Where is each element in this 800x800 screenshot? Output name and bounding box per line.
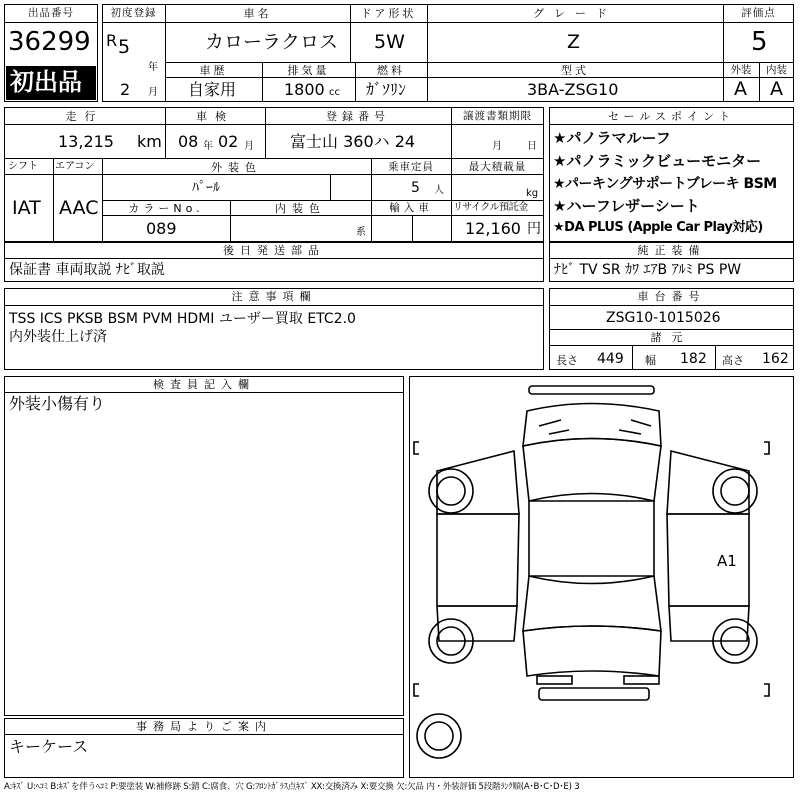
first-registration-label: 初度登録 (110, 7, 157, 19)
ext-color-value: ﾊﾟｰﾙ (192, 180, 220, 196)
interior-grade-label: 内装 (766, 64, 787, 76)
reg-number-label: 登録番号 (326, 110, 390, 123)
year-unit: 年 (148, 62, 158, 73)
color-no-value: 089 (146, 219, 177, 238)
score-value: 5 (751, 27, 768, 57)
height-value: 162 (762, 351, 789, 367)
first-registration-month: 2 (120, 80, 131, 99)
deadline-month-unit: 月 (492, 141, 502, 152)
aircon-label: エアコン (55, 161, 95, 172)
sales-point-item: ★パーキングサポートブレーキ BSM (553, 176, 777, 192)
interior-grade-value: A (770, 78, 783, 100)
notes-line-1: TSS ICS PKSB BSM PVM HDMI ユーザー買取 ETC2.0 (9, 311, 356, 327)
equipment-label: 純正装備 (637, 244, 706, 257)
length-label: 長さ (556, 354, 578, 367)
recycle-label: リサイクル預託金 (453, 202, 528, 213)
int-color-label: 内装色 (275, 202, 326, 215)
lot-number-label: 出品番号 (28, 7, 74, 19)
exterior-grade-label: 外装 (730, 64, 752, 76)
sales-point-item: ★ハーフレザーシート (553, 197, 700, 215)
sales-point-item: ★パノラミックビューモニター (553, 152, 762, 170)
equipment-value: ﾅﾋﾞ TV SR ｶﾜ ｴｱB ｱﾙﾐ PS PW (554, 262, 742, 278)
first-registration-era: R (106, 31, 118, 50)
inspection-year: 08 (178, 132, 199, 151)
grade-label: グレード (533, 7, 617, 20)
displacement-label: 排気量 (287, 64, 330, 77)
exterior-grade-value: A (734, 78, 747, 100)
transfer-deadline-label: 譲渡書類期限 (463, 110, 532, 122)
model-code-label: 型式 (561, 64, 589, 77)
recycle-unit: 円 (527, 221, 541, 237)
inspection-year-unit: 年 (203, 141, 213, 152)
sales-point-item: ★パノラマルーフ (553, 129, 671, 147)
capacity-label: 乗車定員 (388, 161, 434, 173)
notes-line-2: 内外装仕上げ済 (9, 329, 107, 345)
inspector-label: 検査員記入欄 (153, 378, 255, 391)
history-value: 自家用 (188, 80, 237, 99)
dimensions-label: 諸元 (650, 331, 693, 344)
grade-value: Z (567, 31, 581, 53)
office-note: キーケース (9, 737, 89, 756)
aircon-value: AAC (59, 197, 99, 219)
first-listing-badge: 初出品 (6, 66, 96, 100)
sales-points-label: セールスポイント (607, 110, 735, 123)
door-label: ドア形状 (360, 7, 417, 20)
door-type: 5W (374, 31, 405, 53)
model-code-value: 3BA-ZSG10 (527, 80, 619, 99)
damage-legend: A:ｷｽﾞ U:ﾍｺﾐ B:ｷｽﾞを伴うﾍｺﾐ P:要塗装 W:補修跡 S:錆 C:腐食、穴 G:ﾌﾛﾝﾄｶﾞﾗｽ点ｷｽﾞ XX:交換済み X:要交換 欠:欠品 内・外装評価 5段階ﾗﾝｸ順(A･B･C･D･E) 3 (4, 782, 580, 792)
inspector-block (4, 376, 404, 716)
int-color-unit: 系 (356, 227, 366, 238)
inspection-month-unit: 月 (244, 141, 254, 152)
color-no-label: カラーNo. (128, 202, 204, 215)
lot-number: 36299 (8, 27, 91, 57)
import-label: 輸入車 (389, 202, 433, 214)
fuel-value: ｶﾞｿﾘﾝ (366, 80, 407, 99)
damage-mark: A1 (717, 552, 737, 570)
car-name: カローラクロス (205, 31, 339, 53)
inspector-comment: 外装小傷有り (9, 394, 106, 413)
recycle-value: 12,160 (465, 219, 521, 238)
inspection-label: 車検 (196, 110, 234, 123)
displacement-value: 1800 (284, 80, 325, 99)
capacity-value: 5 (411, 180, 420, 196)
displacement-unit: cc (329, 87, 340, 98)
ext-color-label: 外装色 (211, 161, 262, 174)
history-label: 車歴 (199, 64, 228, 77)
chassis-number: ZSG10-1015026 (606, 310, 721, 326)
sales-point-item: ★DA PLUS (Apple Car Play対応) (553, 220, 763, 235)
office-label: 事務局よりご案内 (136, 720, 272, 733)
max-load-label: 最大積載量 (468, 161, 527, 173)
shift-label: シフト (8, 161, 38, 172)
deadline-day-unit: 日 (527, 141, 537, 152)
width-label: 幅 (645, 354, 656, 367)
mileage-value: 13,215 (58, 132, 114, 151)
shift-value: IAT (12, 197, 41, 219)
later-parts-label: 後日発送部品 (223, 244, 325, 257)
capacity-unit: 人 (434, 185, 444, 196)
mileage-unit: km (137, 132, 162, 151)
chassis-label: 車台番号 (637, 290, 706, 303)
later-parts-value: 保証書 車両取説 ﾅﾋﾞ取説 (9, 262, 165, 278)
mileage-label: 走行 (65, 110, 104, 123)
length-value: 449 (597, 351, 624, 367)
month-unit: 月 (148, 87, 158, 98)
first-registration-year: 5 (118, 36, 131, 58)
registration-number: 富士山 360ハ 24 (290, 132, 416, 151)
width-value: 182 (680, 351, 707, 367)
car-body-diagram (409, 376, 794, 778)
score-label: 評価点 (741, 7, 776, 19)
car-name-label: 車名 (243, 7, 272, 20)
notes-label: 注意事項欄 (231, 290, 317, 303)
height-label: 高さ (722, 354, 744, 367)
fuel-label: 燃料 (377, 64, 405, 77)
max-load-unit: kg (526, 188, 539, 199)
inspection-month: 02 (218, 132, 239, 151)
